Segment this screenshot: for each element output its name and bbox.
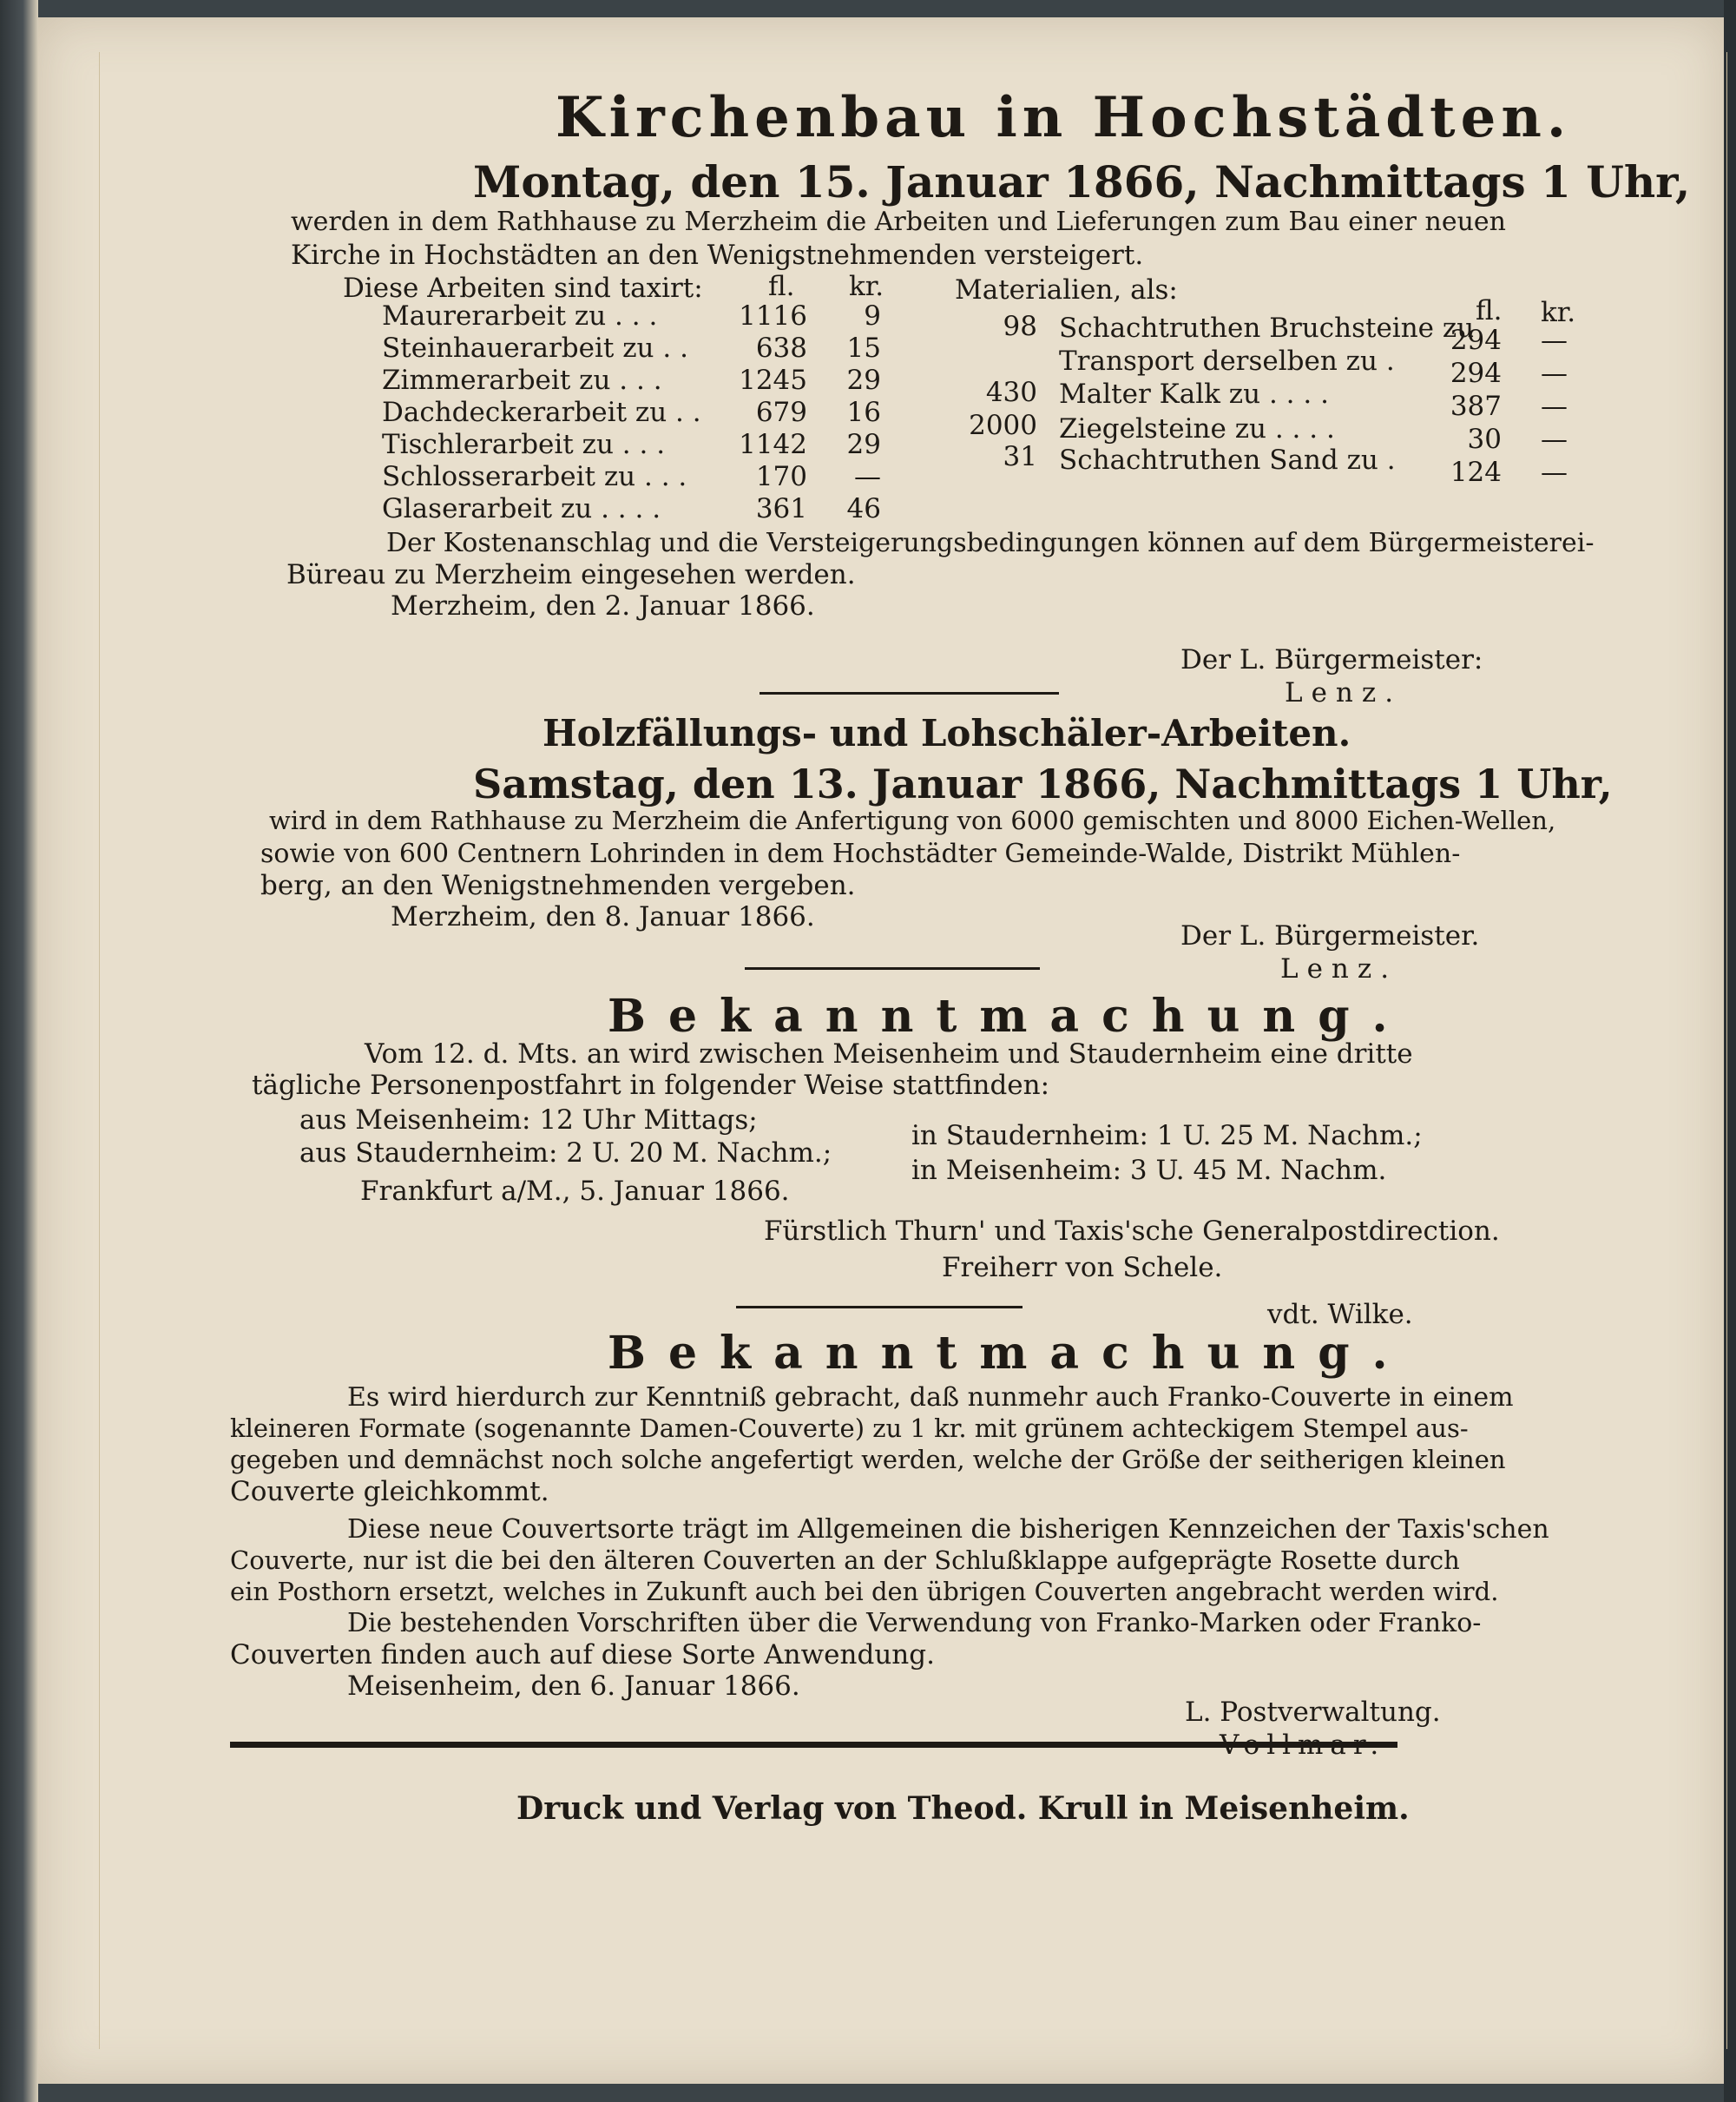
notice3-text2: tägliche Personenpostfahrt in folgender Weise stattfinden: xyxy=(252,1070,1050,1101)
material-qty: 2000 xyxy=(969,410,1037,441)
materials-col-fl: fl. xyxy=(1476,295,1503,326)
notice1-text4: Büreau zu Merzheim eingesehen werden. xyxy=(286,559,856,590)
notice3-title: Bekanntmachung. xyxy=(608,990,1410,1043)
notice2-text2: sowie von 600 Centnern Lohrinden in dem Hochstädter Gemeinde-Walde, Distrikt Mühlen- xyxy=(260,839,1461,869)
material-name: Ziegelsteine zu . . . . xyxy=(1059,413,1335,445)
notice2-sign-name: Lenz. xyxy=(1280,953,1398,985)
work-row-name: Steinhauerarbeit zu . . xyxy=(382,333,688,364)
notice3-arrival1: in Staudernheim: 1 U. 25 M. Nachm.; xyxy=(911,1120,1423,1151)
notice2-date-line: Samstag, den 13. Januar 1866, Nachmittags 1 Uhr, xyxy=(473,761,1613,807)
material-kr: — xyxy=(1541,358,1568,389)
work-row-kr: — xyxy=(854,461,881,492)
material-kr: — xyxy=(1541,325,1568,356)
work-row-kr: 29 xyxy=(846,365,881,396)
notice2-sign-title: Der L. Bürgermeister. xyxy=(1180,920,1480,952)
work-row-fl: 170 xyxy=(755,461,807,492)
notice1-place-date: Merzheim, den 2. Januar 1866. xyxy=(391,590,815,622)
divider-rule xyxy=(760,692,1059,695)
work-row-fl: 1142 xyxy=(739,429,807,460)
notice4-p2-line1: Diese neue Couvertsorte trägt im Allgemeinen die bisherigen Kennzeichen der Taxis'schen xyxy=(347,1514,1549,1545)
materials-col-kr: kr. xyxy=(1541,297,1576,328)
material-qty: 98 xyxy=(1003,311,1037,342)
notice4-p1-line4: Couverte gleichkommt. xyxy=(230,1476,549,1507)
work-row-fl: 361 xyxy=(755,493,807,524)
work-row-name: Maurerarbeit zu . . . xyxy=(382,300,658,332)
notice4-p3-line1: Die bestehenden Vorschriften über die Verwendung von Franko-Marken oder Franko- xyxy=(347,1608,1482,1638)
work-row-name: Tischlerarbeit zu . . . xyxy=(382,429,666,460)
material-kr: — xyxy=(1541,457,1568,488)
notice2-title: Holzfällungs- und Lohschäler-Arbeiten. xyxy=(542,712,1351,754)
notice3-sign-vdt: vdt. Wilke. xyxy=(1267,1299,1413,1330)
notice1-date-line: Montag, den 15. Januar 1866, Nachmittags 1 Uhr, xyxy=(473,156,1691,208)
material-fl: 294 xyxy=(1450,325,1502,356)
notice3-departure2: aus Staudernheim: 2 U. 20 M. Nachm.; xyxy=(299,1137,832,1169)
notice4-p1-line3: gegeben und demnächst noch solche angefertigt werden, welche der Größe der seitherigen kleinen xyxy=(230,1445,1506,1474)
work-row-kr: 46 xyxy=(846,493,881,524)
notice4-place-date: Meisenheim, den 6. Januar 1866. xyxy=(347,1670,800,1702)
notice4-p2-line3: ein Posthorn ersetzt, welches in Zukunft auch bei den übrigen Couverten angebracht werden wird. xyxy=(230,1577,1499,1606)
work-row-name: Dachdeckerarbeit zu . . xyxy=(382,397,701,428)
notice4-p1-line2: kleineren Formate (sogenannte Damen-Couverte) zu 1 kr. mit grünem achteckigem Stempel aus- xyxy=(230,1413,1469,1443)
notice4-p3-line2: Couverten finden auch auf diese Sorte Anwendung. xyxy=(230,1639,935,1670)
notice1-text3: Der Kostenanschlag und die Versteigerungsbedingungen können auf dem Bürgermeisterei- xyxy=(386,528,1595,558)
work-row-name: Glaserarbeit zu . . . . xyxy=(382,493,661,524)
notice1-col-kr: kr. xyxy=(849,271,884,302)
notice1-text2: Kirche in Hochstädten an den Wenigstnehmenden versteigert. xyxy=(291,240,1144,271)
notice2-text1: wird in dem Rathhause zu Merzheim die Anfertigung von 6000 gemischten und 8000 Eichen-Wellen, xyxy=(269,806,1556,835)
work-row-name: Zimmerarbeit zu . . . xyxy=(382,365,662,396)
footer-heavy-rule xyxy=(230,1742,1397,1748)
notice1-title: Kirchenbau in Hochstädten. xyxy=(556,85,1572,150)
material-fl: 387 xyxy=(1450,391,1502,422)
material-name: Schachtruthen Sand zu . xyxy=(1059,445,1396,476)
notice3-sign-name: Freiherr von Schele. xyxy=(942,1252,1223,1283)
work-row-fl: 679 xyxy=(755,397,807,428)
notice3-text1: Vom 12. d. Mts. an wird zwischen Meisenheim und Staudernheim eine dritte xyxy=(365,1038,1413,1070)
material-fl: 124 xyxy=(1450,457,1502,488)
notice4-title: Bekanntmachung. xyxy=(608,1327,1410,1380)
work-row-name: Schlosserarbeit zu . . . xyxy=(382,461,687,492)
material-fl: 30 xyxy=(1467,424,1502,455)
notice3-arrival2: in Meisenheim: 3 U. 45 M. Nachm. xyxy=(911,1155,1387,1186)
material-kr: — xyxy=(1541,424,1568,455)
work-row-fl: 1245 xyxy=(739,365,807,396)
material-name: Schachtruthen Bruchsteine zu xyxy=(1059,313,1475,344)
notice3-sign-org: Fürstlich Thurn' und Taxis'sche Generalpostdirection. xyxy=(764,1216,1500,1247)
material-qty: 430 xyxy=(985,377,1037,408)
material-fl: 294 xyxy=(1450,358,1502,389)
notice2-text3: berg, an den Wenigstnehmenden vergeben. xyxy=(260,870,856,901)
material-name: Transport derselben zu . xyxy=(1059,346,1395,377)
work-row-kr: 15 xyxy=(846,333,881,364)
notice3-place-date: Frankfurt a/M., 5. Januar 1866. xyxy=(360,1176,790,1207)
notice4-p1-line1: Es wird hierdurch zur Kenntniß gebracht, daß nunmehr auch Franko-Couverte in einem xyxy=(347,1382,1514,1413)
notice4-p2-line2: Couverte, nur ist die bei den älteren Couverten an der Schlußklappe aufgeprägte Rosette durch xyxy=(230,1545,1460,1575)
notice1-sign-title: Der L. Bürgermeister: xyxy=(1180,644,1483,675)
notice1-taxed-label: Diese Arbeiten sind taxirt: xyxy=(343,273,703,304)
notice1-text1: werden in dem Rathhause zu Merzheim die Arbeiten und Lieferungen zum Bau einer neuen xyxy=(291,207,1506,237)
notice1-sign-name: Lenz. xyxy=(1285,677,1403,708)
notice1-materials-label: Materialien, als: xyxy=(955,274,1178,306)
work-row-kr: 9 xyxy=(864,300,881,332)
divider-rule xyxy=(745,967,1040,970)
work-row-kr: 29 xyxy=(846,429,881,460)
material-qty: 31 xyxy=(1003,441,1037,472)
work-row-kr: 16 xyxy=(846,397,881,428)
notice2-place-date: Merzheim, den 8. Januar 1866. xyxy=(391,901,815,932)
work-row-fl: 1116 xyxy=(739,300,807,332)
footer-imprint: Druck und Verlag von Theod. Krull in Meisenheim. xyxy=(516,1790,1410,1827)
work-row-fl: 638 xyxy=(755,333,807,364)
notice4-sign-title: L. Postverwaltung. xyxy=(1185,1697,1441,1728)
divider-rule xyxy=(736,1306,1023,1308)
material-kr: — xyxy=(1541,391,1568,422)
notice1-col-fl: fl. xyxy=(768,271,795,302)
notice3-departure1: aus Meisenheim: 12 Uhr Mittags; xyxy=(299,1104,758,1136)
material-name: Malter Kalk zu . . . . xyxy=(1059,379,1329,410)
